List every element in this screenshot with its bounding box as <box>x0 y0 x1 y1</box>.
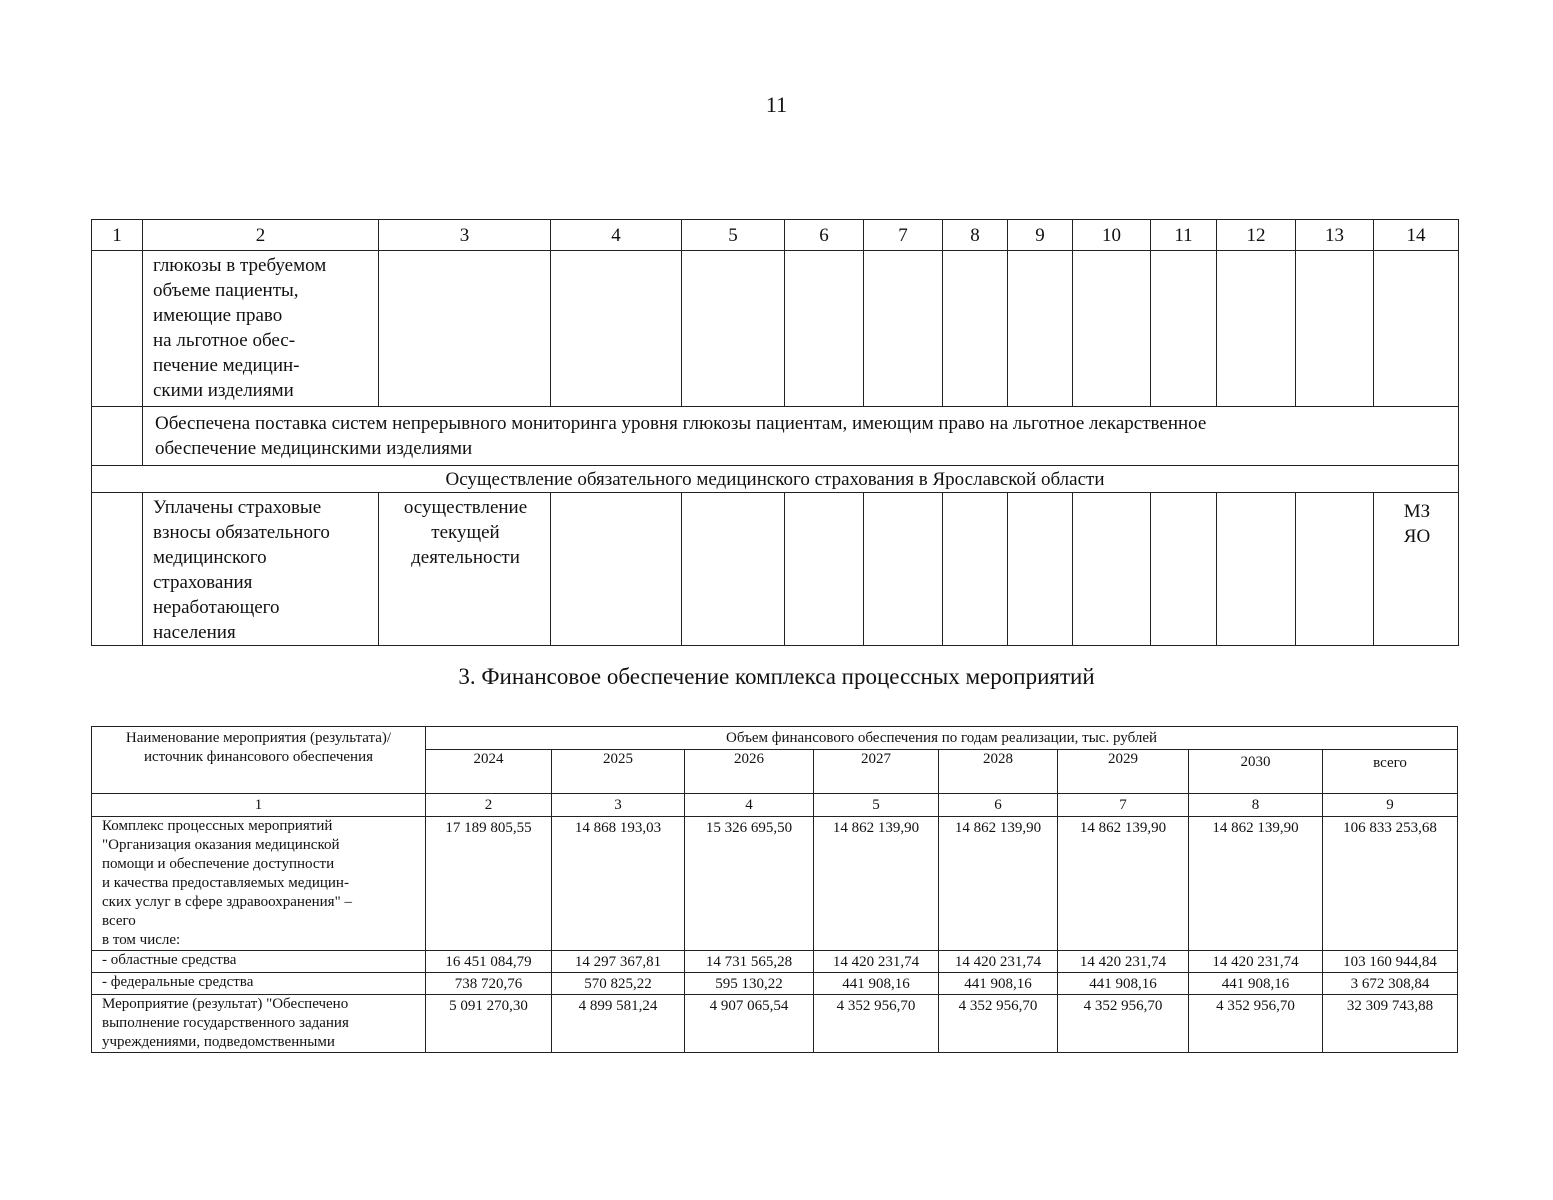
row-name: Мероприятие (результат) "Обеспечено выполнение государственного задания учреждениями, подведомственными <box>92 995 426 1053</box>
value-cell: 595 130,22 <box>685 973 814 995</box>
value-cell: 738 720,76 <box>426 973 552 995</box>
value-cell: 570 825,22 <box>552 973 685 995</box>
value-cell: 14 862 139,90 <box>1058 817 1189 951</box>
value-cell: 441 908,16 <box>939 973 1058 995</box>
col-number: 5 <box>814 794 939 817</box>
value-cell: 441 908,16 <box>1058 973 1189 995</box>
col-number: 5 <box>682 220 785 251</box>
total-cell: 3 672 308,84 <box>1323 973 1458 995</box>
year-header: 2026 <box>685 750 814 794</box>
value-cell: 15 326 695,50 <box>685 817 814 951</box>
value-cell: 14 868 193,03 <box>552 817 685 951</box>
year-header: 2030 <box>1189 750 1323 794</box>
financing-table <box>91 726 1458 1053</box>
value-cell: 14 420 231,74 <box>1058 951 1189 973</box>
value-cell: 14 420 231,74 <box>814 951 939 973</box>
value-cell: 4 899 581,24 <box>552 995 685 1053</box>
table-row <box>92 407 1459 466</box>
value-cell: 14 731 565,28 <box>685 951 814 973</box>
row-name: - областные средства <box>92 951 426 973</box>
year-header: 2027 <box>814 750 939 794</box>
year-header: 2028 <box>939 750 1058 794</box>
total-cell: 106 833 253,68 <box>1323 817 1458 951</box>
value-cell: 5 091 270,30 <box>426 995 552 1053</box>
col-number: 7 <box>1058 794 1189 817</box>
value-cell: 17 189 805,55 <box>426 817 552 951</box>
total-cell: 32 309 743,88 <box>1323 995 1458 1053</box>
col-number: 2 <box>426 794 552 817</box>
col-number: 3 <box>552 794 685 817</box>
total-header: всего <box>1323 750 1458 794</box>
value-cell: 441 908,16 <box>1189 973 1323 995</box>
col-number: 4 <box>685 794 814 817</box>
page-number: 11 <box>765 92 788 117</box>
header-name: Наименование мероприятия (результата)/ источник финансового обеспечения <box>92 727 426 794</box>
value-cell: 4 352 956,70 <box>1058 995 1189 1053</box>
table-row <box>92 493 1459 646</box>
year-header: 2024 <box>426 750 552 794</box>
value-cell: 4 352 956,70 <box>814 995 939 1053</box>
col-number: 2 <box>143 220 379 251</box>
value-cell: 14 420 231,74 <box>1189 951 1323 973</box>
value-cell: 14 297 367,81 <box>552 951 685 973</box>
col-number: 8 <box>943 220 1008 251</box>
row-name: Комплекс процессных мероприятий "Организация оказания медицинской помощи и обеспечение доступности и качества предоставляемых медицин- ских услуг в сфере здравоохранения" – всего в том числе: <box>92 817 426 951</box>
row-name: - федеральные средства <box>92 973 426 995</box>
col-number: 4 <box>551 220 682 251</box>
value-cell: 16 451 084,79 <box>426 951 552 973</box>
section-row <box>92 466 1459 493</box>
col-number: 10 <box>1073 220 1151 251</box>
result-name-cell: глюкозы в требуемом объеме пациенты, имеющие право на льготное обес- печение медицин- скими изделиями <box>143 251 379 407</box>
value-cell: 14 862 139,90 <box>939 817 1058 951</box>
activity-type-cell: осуществление текущей деятельности <box>379 493 551 646</box>
result-description: Обеспечена поставка систем непрерывного мониторинга уровня глюкозы пациентам, имеющим право на льготное лекарственное обеспечение медицинскими изделиями <box>143 407 1459 466</box>
col-number: 9 <box>1008 220 1073 251</box>
table-row <box>92 817 1458 951</box>
col-number: 14 <box>1374 220 1459 251</box>
indicators-table <box>91 219 1459 646</box>
col-number: 9 <box>1323 794 1458 817</box>
col-number: 6 <box>939 794 1058 817</box>
responsible-cell: МЗ ЯО <box>1374 493 1459 646</box>
value-cell: 14 862 139,90 <box>814 817 939 951</box>
value-cell: 4 352 956,70 <box>939 995 1058 1053</box>
table-row <box>92 973 1458 995</box>
col-number: 8 <box>1189 794 1323 817</box>
col-number: 3 <box>379 220 551 251</box>
result-name-cell: Уплачены страховые взносы обязательного медицинского страхования неработающего населения <box>143 493 379 646</box>
header-row <box>92 727 1458 750</box>
col-number: 12 <box>1217 220 1296 251</box>
table-row <box>92 251 1459 407</box>
year-header: 2029 <box>1058 750 1189 794</box>
col-number: 7 <box>864 220 943 251</box>
col-number: 1 <box>92 794 426 817</box>
value-cell: 14 862 139,90 <box>1189 817 1323 951</box>
column-number-row <box>92 220 1459 251</box>
value-cell: 4 352 956,70 <box>1189 995 1323 1053</box>
col-number: 11 <box>1151 220 1217 251</box>
value-cell: 441 908,16 <box>814 973 939 995</box>
col-number: 13 <box>1296 220 1374 251</box>
header-volume: Объем финансового обеспечения по годам реализации, тыс. рублей <box>426 727 1458 750</box>
table-row <box>92 951 1458 973</box>
total-cell: 103 160 944,84 <box>1323 951 1458 973</box>
column-number-row <box>92 794 1458 817</box>
col-number: 6 <box>785 220 864 251</box>
value-cell: 14 420 231,74 <box>939 951 1058 973</box>
table-row <box>92 995 1458 1053</box>
section-title: Осуществление обязательного медицинского страхования в Ярославской области <box>92 466 1459 493</box>
section-heading: 3. Финансовое обеспечение комплекса процессных мероприятий <box>458 664 1095 689</box>
year-header: 2025 <box>552 750 685 794</box>
value-cell: 4 907 065,54 <box>685 995 814 1053</box>
col-number: 1 <box>92 220 143 251</box>
